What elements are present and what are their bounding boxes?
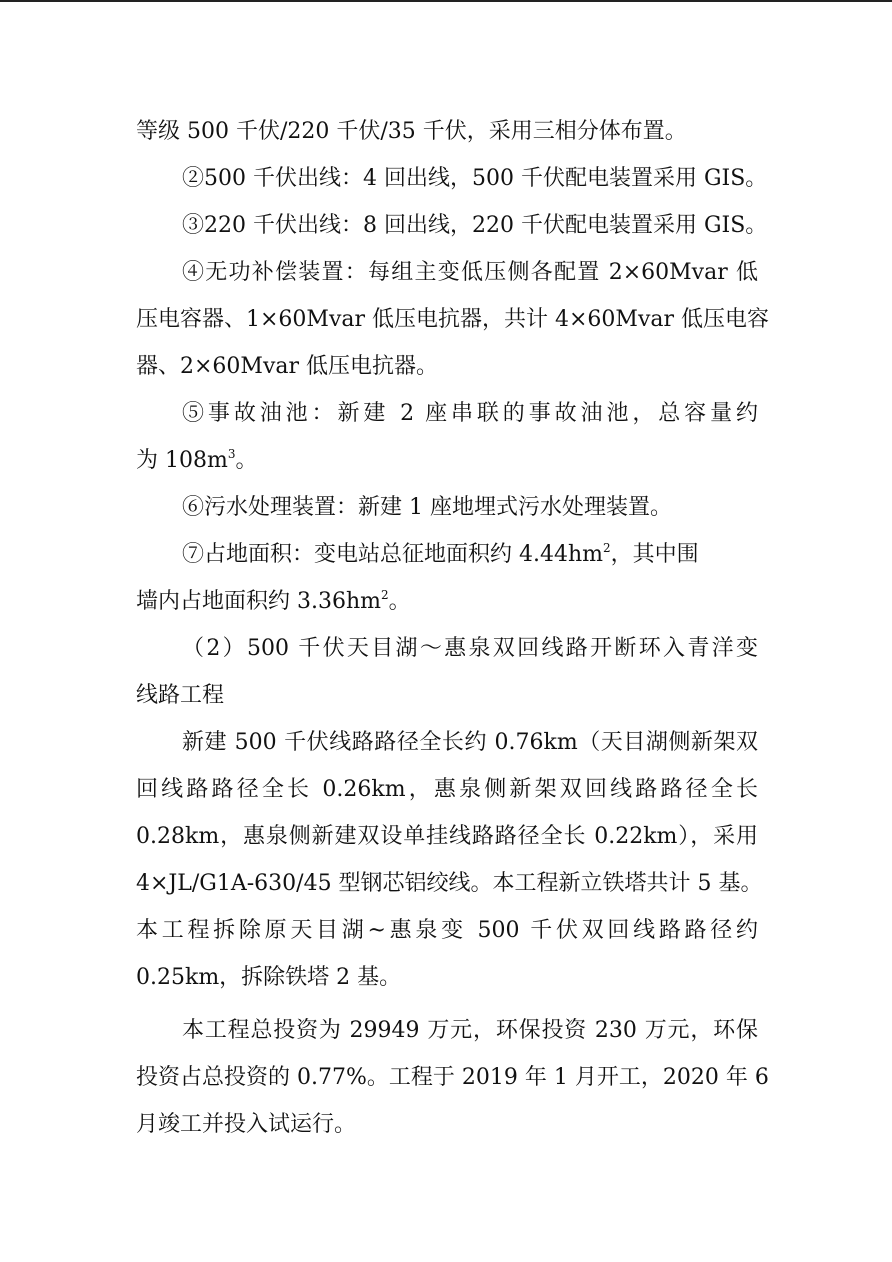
text-line: 器、2×60Mvar 低压电抗器。 [136, 354, 439, 379]
text-line: 月竣工并投入试运行。 [136, 1112, 357, 1137]
section-heading: （2）500 千伏天目湖～惠泉双回线路开断环入青洋变 [182, 636, 758, 661]
text-line: 新建 500 千伏线路路径全长约 0.76km（天目湖侧新架双 [182, 730, 758, 755]
text-line [136, 437, 758, 484]
text-line [136, 578, 758, 625]
superscript: 2 [381, 588, 389, 602]
text-run: ，其中围 [610, 542, 699, 567]
text-run: 。 [235, 448, 258, 473]
document-page [136, 108, 770, 1148]
text-run: 墙内占地面积约 3.36hm [136, 589, 382, 614]
text-line: ⑤事故油池：新建 2 座串联的事故油池，总容量约 [182, 401, 758, 426]
text-line: 压电容器、1×60Mvar 低压电抗器，共计 4×60Mvar 低压电容 [136, 307, 770, 332]
text-line: 投资占总投资的 0.77%。工程于 2019 年 1 月开工，2020 年 6 [136, 1065, 769, 1090]
text-line: ④无功补偿装置：每组主变低压侧各配置 2×60Mvar 低 [182, 260, 758, 285]
text-run: 。 [388, 589, 411, 614]
text-line: ⑥污水处理装置：新建 1 座地埋式污水处理装置。 [182, 495, 672, 520]
text-line: 本工程拆除原天目湖~惠泉变 500 千伏双回线路路径约 [136, 918, 758, 943]
text-run: ⑦占地面积：变电站总征地面积约 4.44hm [182, 542, 604, 567]
text-run: 为 108m [136, 448, 228, 473]
text-line: ②500 千伏出线：4 回出线，500 千伏配电装置采用 GIS。 [182, 166, 768, 191]
section-heading: 线路工程 [136, 683, 225, 708]
superscript: 2 [603, 541, 611, 555]
text-line: 本工程总投资为 29949 万元，环保投资 230 万元，环保 [182, 1018, 758, 1043]
text-line: 0.28km，惠泉侧新建双设单挂线路路径全长 0.22km），采用 [136, 824, 758, 849]
text-line: 4×JL/G1A-630/45 型钢芯铝绞线。本工程新立铁塔共计 5 基。 [136, 871, 763, 896]
superscript: 3 [227, 447, 236, 461]
text-line [136, 531, 758, 578]
text-line: 等级 500 千伏/220 千伏/35 千伏，采用三相分体布置。 [136, 119, 687, 144]
page-top-border [0, 0, 892, 2]
text-line: 回线路路径全长 0.26km，惠泉侧新架双回线路路径全长 [136, 777, 758, 802]
text-line: 0.25km，拆除铁塔 2 基。 [136, 965, 402, 990]
text-line: ③220 千伏出线：8 回出线，220 千伏配电装置采用 GIS。 [182, 213, 768, 238]
